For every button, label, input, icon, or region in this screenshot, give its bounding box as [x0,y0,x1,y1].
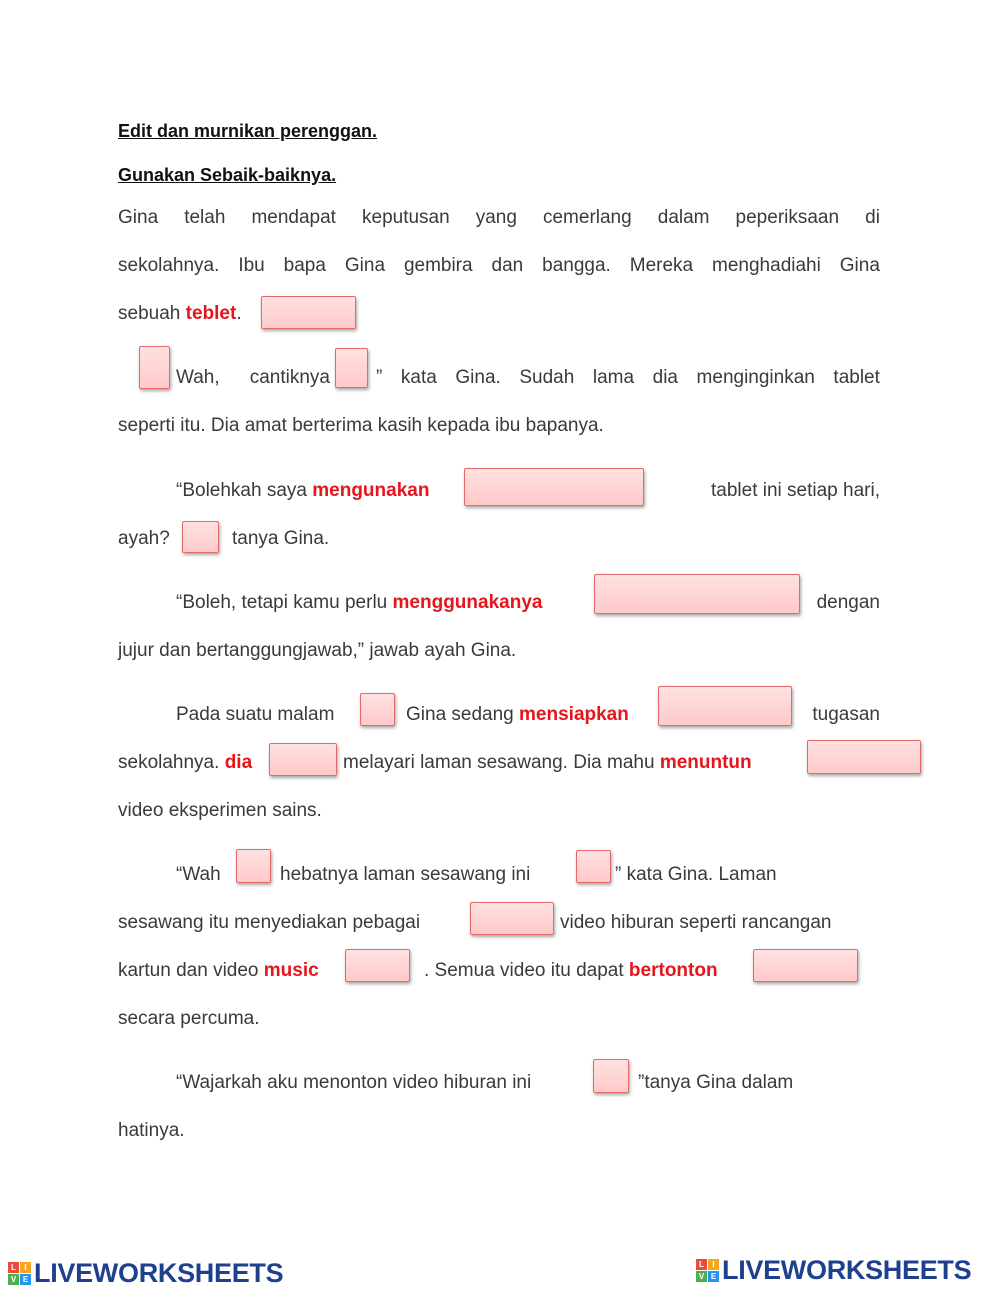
p3-line2-end: tanya Gina. [232,528,330,549]
answer-box-4[interactable] [464,468,644,506]
error-word: mensiapkan [519,704,629,725]
word: tablet [833,367,880,388]
error-word: teblet [185,303,237,324]
answer-box-15[interactable] [753,949,858,982]
liveworksheets-mark-icon [8,1262,31,1285]
p3-line1 [176,479,429,503]
p7-line1-start: “Wajarkah aku menonton video hiburan ini [176,1072,532,1093]
p1-line3 [118,302,242,326]
p6-line3-start [118,959,319,983]
word: lama [592,367,635,388]
mark-letter: V [696,1271,707,1282]
mark-letter: I [708,1259,719,1270]
answer-box-7[interactable] [360,693,395,726]
p3-line2-start: ayah? [118,528,170,549]
answer-box-10[interactable] [807,740,921,774]
text: sebuah [118,303,186,324]
error-word: mengunakan [312,480,430,501]
word: keputusan [362,207,450,228]
answer-box-11[interactable] [236,849,271,883]
text: Gina sedang [406,704,520,725]
mark-letter: E [20,1274,31,1285]
word: Gina. [455,367,501,388]
p6-line2-end: video hiburan seperti rancangan [560,912,832,933]
answer-box-1[interactable] [261,296,356,329]
word: telah [184,207,226,228]
text: . [236,303,242,324]
word: dia [652,367,678,388]
answer-box-3[interactable] [335,348,368,388]
text: kartun dan video [118,960,264,981]
word: ” [376,367,383,388]
word: yang [475,207,517,228]
word: Gina [839,255,880,276]
mark-letter: I [20,1262,31,1273]
liveworksheets-logo-right [696,1255,971,1285]
answer-box-14[interactable] [345,949,410,982]
p6-line4: secara percuma. [118,1008,260,1029]
p4-line1 [176,591,542,615]
word: Mereka [629,255,694,276]
answer-box-13[interactable] [470,902,554,935]
answer-box-2[interactable] [139,346,170,389]
answer-box-6[interactable] [594,574,800,614]
error-word: menuntun [659,752,752,773]
p5-line1-start: Pada suatu malam [176,704,335,725]
p6-line1-start: “Wah [176,864,221,885]
p5-line2-mid [343,751,752,775]
word: Wah, [176,367,220,388]
word: Ibu [238,255,265,276]
p7-line1-end: ”tanya Gina dalam [638,1072,794,1093]
word: peperiksaan [735,207,840,228]
liveworksheets-logo-left [8,1258,283,1288]
p1-line2 [118,254,880,278]
p2-line1a [176,366,330,390]
p4-line1-end: dengan [816,592,880,613]
word: cantiknya [249,367,330,388]
answer-box-12[interactable] [576,850,611,883]
text: sekolahnya. [118,752,225,773]
mark-letter: L [8,1262,19,1273]
answer-box-8[interactable] [658,686,792,726]
word: kata [400,367,437,388]
error-word: dia [224,752,253,773]
word: sekolahnya. [118,255,220,276]
p7-line2: hatinya. [118,1120,185,1141]
word: bapa [283,255,326,276]
p5-line1-end: tugasan [812,704,880,725]
answer-box-9[interactable] [269,743,337,776]
p6-line1-mid: hebatnya laman sesawang ini [280,864,531,885]
word: Gina [118,207,159,228]
text: “Bolehkah saya [176,480,313,501]
word: Gina [344,255,386,276]
worksheet-instruction: Edit dan murnikan perenggan. [118,121,378,141]
text: “Boleh, tetapi kamu perlu [176,592,393,613]
logo-text: LIVEWORKSHEETS [722,1254,972,1285]
p2-line2: seperti itu. Dia amat berterima kasih kepada ibu bapanya. [118,415,604,436]
p1-line1 [118,206,880,230]
mark-letter: E [708,1271,719,1282]
word: cemerlang [542,207,632,228]
word: gembira [403,255,473,276]
answer-box-5[interactable] [182,521,219,553]
error-word: bertonton [628,960,718,981]
logo-text: LIVEWORKSHEETS [34,1257,284,1288]
answer-box-16[interactable] [593,1059,629,1093]
p2-line1b [376,366,880,390]
p5-line2-start [118,751,252,775]
word: dalam [657,207,710,228]
mark-letter: L [696,1259,707,1270]
p6-line1-end: ” kata Gina. Laman [615,864,777,885]
p6-line2-start: sesawang itu menyediakan pebagai [118,912,421,933]
mark-letter: V [8,1274,19,1285]
p5-line1-mid [406,703,629,727]
p6-line3-mid [424,959,718,983]
word: menginginkan [696,367,815,388]
worksheet-subinstruction: Gunakan Sebaik-baiknya. [118,165,337,185]
error-word: menggunakanya [392,592,543,613]
word: menghadiahi [712,255,821,276]
word: Sudah [519,367,575,388]
p3-line1-end: tablet ini setiap hari, [711,480,880,501]
liveworksheets-mark-icon [696,1259,719,1282]
p5-line3: video eksperimen sains. [118,800,322,821]
text: melayari laman sesawang. Dia mahu [343,752,660,773]
error-word: music [263,960,319,981]
word: dan [491,255,524,276]
word: mendapat [251,207,336,228]
word: bangga. [542,255,611,276]
text: . Semua video itu dapat [424,960,629,981]
word: di [865,207,880,228]
p4-line2: jujur dan bertanggungjawab,” jawab ayah Gina. [118,640,517,661]
